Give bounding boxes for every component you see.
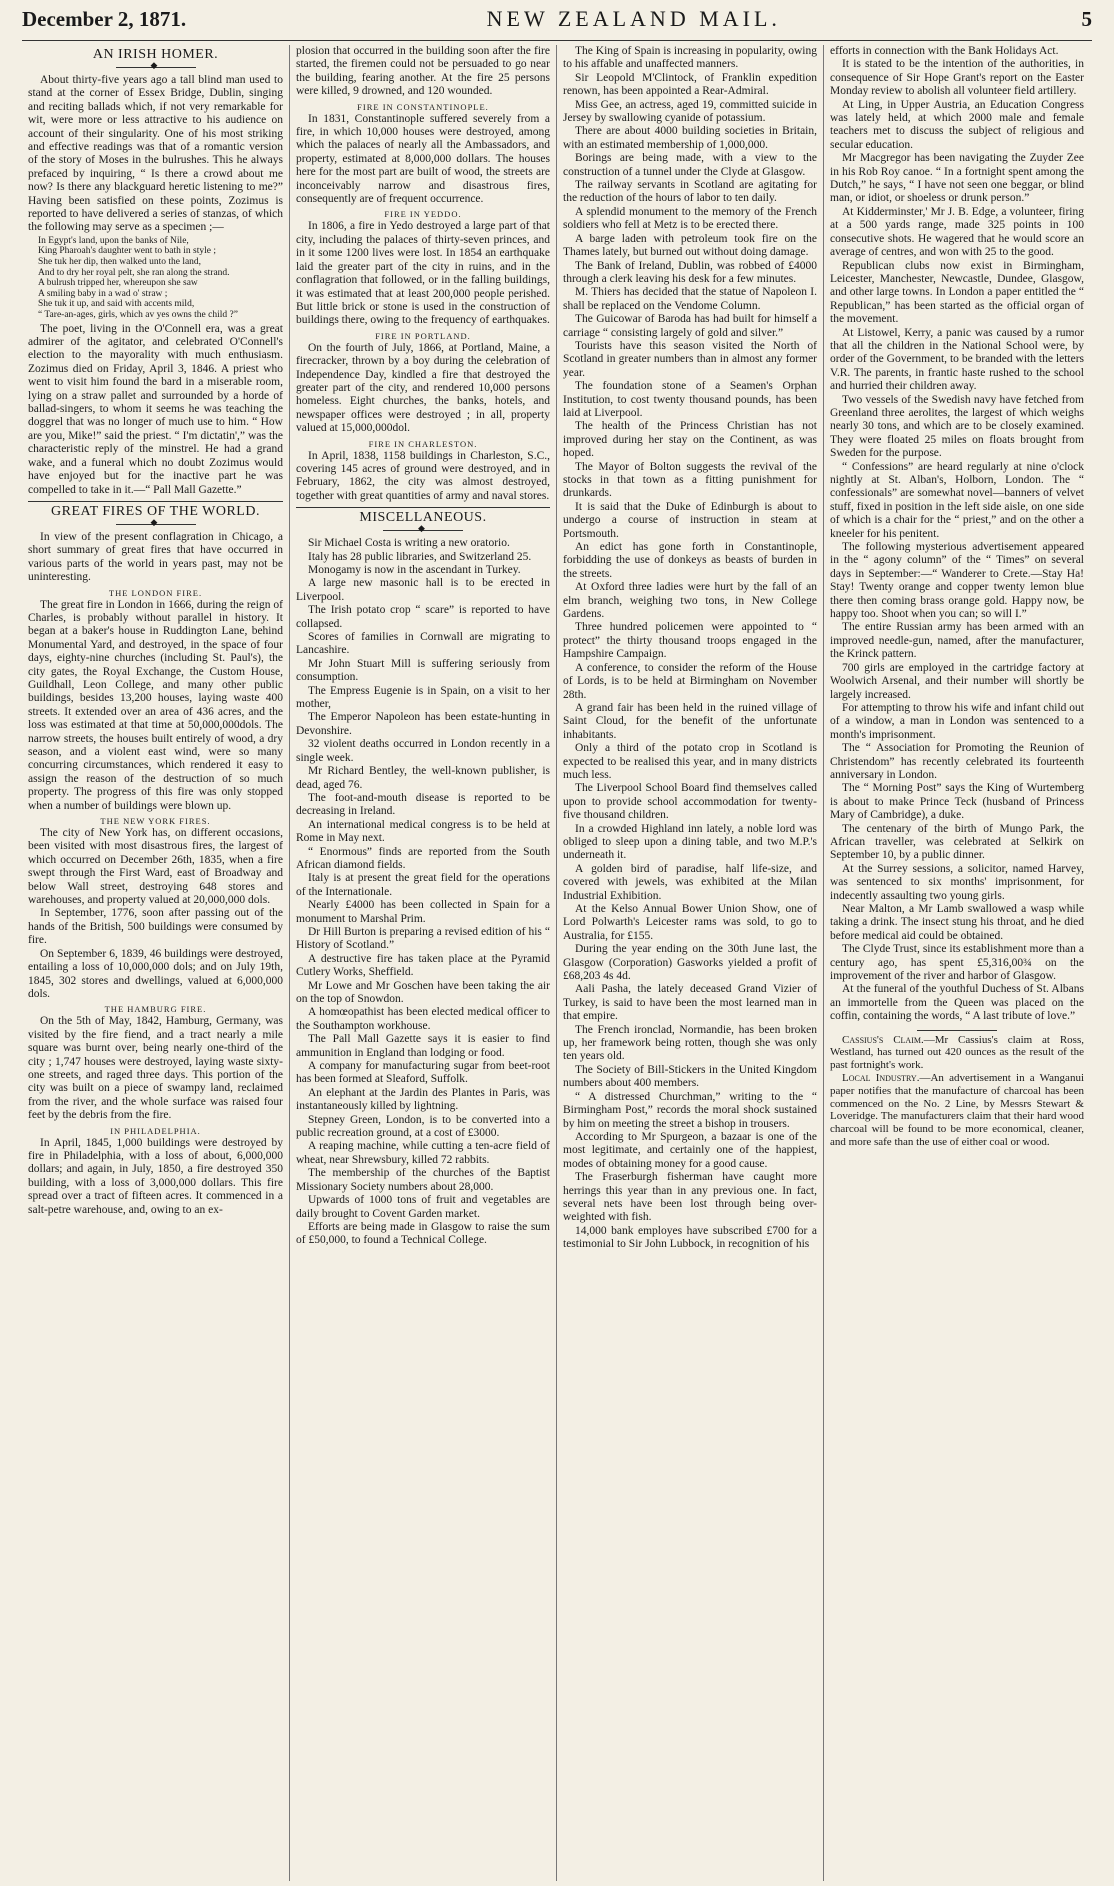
news-item: A barge laden with petroleum took fire on the Thames lately, but burned out without doing damage. (563, 232, 817, 259)
news-item: The Mayor of Bolton suggests the revival of the stocks in that town as a fitting punishment for drunkards. (563, 460, 817, 500)
news-item: A conference, to consider the reform of the House of Lords, is to be held at Birmingham on November 28th. (563, 661, 817, 701)
news-item: At the Surrey sessions, a solicitor, named Harvey, was sentenced to six months' imprisonment, for indecently assaulting two young girls. (830, 862, 1084, 902)
news-item: An edict has gone forth in Constantinople, forbidding the use of donkeys as beasts of burden in the streets. (563, 541, 817, 580)
news-item: Mr Macgregor has been navigating the Zuyder Zee in his Rob Roy canoe. “ In a fortnight spent among the Dutch,” he says, “ I have not seen one beggar, or blind man, or idiot, or shoeless or drunk person.” (830, 152, 1084, 205)
news-item: According to Mr Spurgeon, a bazaar is one of the most legitimate, and certainly one of the happiest, modes of obtaining money for a good cause. (563, 1130, 817, 1170)
news-item: A grand fair has been held in the ruined village of Saint Cloud, for the benefit of the unfortunate inhabitants. (563, 701, 817, 741)
local-news (830, 1034, 1084, 1149)
section-rule (296, 507, 550, 508)
news-item: The Fraserburgh fisherman have caught more herrings this year than in any previous one. In fact, several nets have been lost through being over-weighted with fish. (563, 1171, 817, 1224)
news-item: Republican clubs now exist in Birmingham, Leicester, Manchester, Newcastle, Dundee, Glasgow, and other large towns. In London a paper entitled the “ Republican,” has been started as the official organ of the movement. (830, 259, 1084, 326)
paragraph (830, 1072, 1084, 1149)
paragraph: In April, 1838, 1158 buildings in Charleston, S.C., covering 145 acres of ground were destroyed, and in February, 1862, the city was almost destroyed, together with great quantities of army and naval stores. (296, 449, 550, 502)
news-item: A splendid monument to the memory of the French soldiers who fell at Metz is to be erected there. (563, 205, 817, 232)
paragraph: In view of the present conflagration in Chicago, a short summary of great fires that have occurred in various parts of the world in years past, may not be uninteresting. (28, 530, 283, 584)
paragraph: The poet, living in the O'Connell era, was a great admirer of the agitator, and celebrated O'Connell's election to the mayorality with much enthusiasm. Zozimus died on Friday, April 3, 1846. A priest who went to visit him found the bard in a miserable room, lying on a straw pallet and surrounded by a horde of ballad-singers, to whom it seems he was teaching the doggrel that was no longer of much use to him. “ How are you, Mike!” said the priest. “ I'm dictatin',” was the characteristic reply of the minstrel. He had a grand wake, and a funeral which no doubt Zozimus would have enjoyed but for the inactive part he was compelled to take in it.—“ Pall Mall Gazette.” (28, 322, 283, 496)
news-item: The King of Spain is increasing in popularity, owing to his affable and unaffected manners. (563, 45, 817, 71)
paragraph: On the 5th of May, 1842, Hamburg, Germany, was visited by the fire fiend, and a tract nearly a mile square was burnt over, being nearly one-third of the city ; 1,747 houses were destroyed, laying waste sixty-one streets, and raged three days. This portion of the city was built on a piece of swampy land, reclaimed from the river, and the whole surface was raised four feet by the debris from the fire. (28, 1015, 283, 1122)
news-item: The Guicowar of Baroda has had built for himself a carriage “ consisting largely of gold and silver.” (563, 313, 817, 339)
news-item: Sir Leopold M'Clintock, of Franklin expedition renown, has been appointed a Rear-Admiral. (563, 71, 817, 98)
paragraph (830, 1034, 1084, 1072)
news-item: It is said that the Duke of Edinburgh is about to undergo a course of instruction in steam at Portsmouth. (563, 500, 817, 540)
news-item: The health of the Princess Christian has not improved during her stay on the Continent, as was hoped. (563, 420, 817, 460)
news-item: Near Malton, a Mr Lamb swallowed a wasp while taking a drink. The insect stung his throat, and he died before medical aid could be obtained. (830, 903, 1084, 942)
news-item: Mr Richard Bentley, the well-known publisher, is dead, aged 76. (296, 765, 550, 791)
news-item: Monogamy is now in the ascendant in Turkey. (308, 564, 521, 576)
poem-line: A smiling baby in a wad o' straw ; (38, 288, 168, 299)
news-item: 700 girls are employed in the cartridge factory at Woolwich Arsenal, and their number will shortly be largely increased. (830, 661, 1084, 701)
paragraph: On the fourth of July, 1866, at Portland, Maine, a firecracker, thrown by a boy during the celebration of Independence Day, kindled a fire that destroyed the greater part of the city, and rendered 10,000 persons homeless. Eight churches, the banks, hotels, and newspaper offices were destroyed ; in all, property valued at 15,000,000dol. (296, 341, 550, 435)
columns (22, 45, 1092, 1881)
news-item: The entire Russian army has been armed with an improved needle-gun, named, after the manufacturer, the Krinck pattern. (830, 621, 1084, 661)
news-item: At Listowel, Kerry, a panic was caused by a rumor that all the children in the National School were, by order of the Government, to be branded with the letters V.R. The parents, in frantic haste rushed to the school and hurried their children away. (830, 326, 1084, 393)
news-item: Miss Gee, an actress, aged 19, committed suicide in Jersey by swallowing cyanide of potassium. (563, 98, 817, 125)
news-item: A homœopathist has been elected medical officer to the Southampton workhouse. (296, 1006, 550, 1032)
section-rule (917, 1030, 997, 1031)
news-item: The membership of the churches of the Baptist Missionary Society numbers about 28,000. (296, 1167, 550, 1193)
news-item: A destructive fire has taken place at the Pyramid Cutlery Works, Sheffield. (296, 952, 550, 979)
news-item: The Irish potato crop “ scare” is reported to have collapsed. (296, 604, 550, 630)
poem-line: She tuk her dip, then walked unto the land, (38, 257, 202, 268)
news-item: The Pall Mall Gazette says it is easier to find ammunition in England than lodging or food. (296, 1033, 550, 1059)
news-item: During the year ending on the 30th June last, the Glasgow (Corporation) Gasworks yielded a profit of £68,203 4s 4d. (563, 943, 817, 983)
news-item: efforts in connection with the Bank Holidays Act. (830, 45, 1059, 57)
news-item: 14,000 bank employes have subscribed £700 for a testimonial to Sir John Lubbock, in recognition of his (563, 1224, 817, 1251)
news-item: The French ironclad, Normandie, has been broken up, her framework being rotten, though she was only ten years old. (563, 1023, 817, 1063)
column-4 (823, 45, 1090, 1881)
news-item: The Liverpool School Board find themselves called upon to provide school accommodation for twenty-five thousand children. (563, 782, 817, 822)
poem-line: King Pharoah's daughter went to bath in style ; (38, 246, 216, 257)
news-item: Upwards of 1000 tons of fruit and vegetables are daily brought to Covent Garden market. (296, 1194, 550, 1220)
news-item: The railway servants in Scotland are agitating for the reduction of the hours of labor to ten daily. (563, 179, 817, 205)
subheading: FIRE IN YEDDO. (384, 209, 462, 220)
article-title: AN IRISH HOMER. (92, 47, 219, 62)
paragraph: In 1831, Constantinople suffered severely from a fire, in which 10,000 houses were destroyed, among which the palaces of nearly all the Ambassadors, and property, estimated at 8,000,000 dollars. The houses here for the most part are built of wood, the streets are inconceivably narrow and disastrous fires, consequently are of frequent occurrence. (296, 112, 550, 206)
subheading: IN PHILADELPHIA. (110, 1125, 201, 1136)
subheading: THE HAMBURG FIRE. (104, 1004, 207, 1015)
news-item: The Emperor Napoleon has been estate-hunting in Devonshire. (296, 711, 550, 737)
paragraph-text: —Mr Cassius's claim at Ross, Westland, has turned out 420 ounces as the result of the past fortnight's work. (830, 1033, 1084, 1072)
news-item: The Empress Eugenie is in Spain, on a visit to her mother, (296, 684, 550, 711)
news-item: Stepney Green, London, is to be converted into a public recreation ground, at a cost of £3000. (296, 1113, 550, 1140)
paragraph: In April, 1845, 1,000 buildings were destroyed by fire in Philadelphia, with a loss of about, 6,000,000 dollars; and again, in July, 1850, a fire destroyed 350 building, with a loss of 3,000,000 dollars. This fire spread over a tract of fifteen acres. It commenced in a salt-petre warehouse, and, owing to an ex- (28, 1136, 283, 1216)
subheading: FIRE IN PORTLAND. (375, 330, 471, 341)
news-item: A large new masonic hall is to be erected in Liverpool. (296, 577, 550, 603)
news-item: At the funeral of the youthful Duchess of St. Albans an immortelle from the Queen was placed on the coffin, containing the words, “ A last tribute of love.” (830, 983, 1084, 1023)
news-item: A golden bird of paradise, half life-size, and covered with jewels, was exhibited at the Milan Industrial Exhibition. (563, 862, 817, 902)
paragraph: In September, 1776, soon after passing out of the hands of the British, 500 buildings were consumed by fire. (28, 907, 283, 947)
news-item: The “ Morning Post” says the King of Wurtemberg is about to make Prince Teck (husband of Princess Mary of Cambridge), a duke. (830, 782, 1084, 822)
news-item: The foundation stone of a Seamen's Orphan Institution, to cost twenty thousand pounds, has been laid at Liverpool. (563, 380, 817, 419)
paragraph: In 1806, a fire in Yedo destroyed a large part of that city, including the palaces of thirty-seven princes, and in it some 1200 lives were lost. In 1854 an earthquake laid the greater part of the city in ruins, and in the conflagration that followed, or in the falling buildings, it was estimated that at least 200,000 people perished. But little brick or stone is used in the construction of buildings there, owing to the frequency of earthquakes. (296, 220, 550, 327)
news-item: Aali Pasha, the lately deceased Grand Vizier of Turkey, is said to have been the most learned man in that empire. (563, 983, 817, 1023)
news-item: M. Thiers has decided that the statue of Napoleon I. shall be replaced on the Vendome Column. (563, 286, 817, 312)
news-item: The Bank of Ireland, Dublin, was robbed of £4000 through a clerk leaving his desk for a few minutes. (563, 259, 817, 285)
poem-line: She tuk it up, and said with accents mild, (38, 299, 195, 310)
poem-line: In Egypt's land, upon the banks of Nile, (38, 235, 189, 246)
news-item: In a crowded Highland inn lately, a noble lord was obliged to sleep upon a dining table, and two M.P.'s underneath it. (563, 822, 817, 862)
ornament-divider (383, 526, 463, 535)
news-item: It is stated to be the intention of the authorities, in consequence of Sir Hope Grant's report on the Easter Monday review to abolish all volunteer field artillery. (830, 58, 1084, 98)
page-number: 5 (1081, 7, 1092, 31)
subheading: THE LONDON FIRE. (108, 587, 203, 598)
masthead (22, 6, 1092, 41)
news-item: “ Confessions” are heard regularly at nine o'clock nightly at St. Alban's, Holborn, London. The “ confessionals” are somewhat novel—banners of velvet stuff, fixed in position in the left side aisle, on one side of which is a chair for the “ priest,” and on the other a kneeler for his penitent. (830, 460, 1084, 540)
news-item: The following mysterious advertisement appeared in the “ agony column” of the “ Times” on several days in September:—“ Wanderer to Crete.—Stay Ha! Stay! Twenty orange and copper twenty lemon blue there then coming brass orange gold. Happy now, be happy too. Shoot when you can; so will I.” (830, 541, 1084, 621)
paragraph: The city of New York has, on different occasions, been visited with most disastrous fires, the largest of which occurred on December 26th, 1835, when a fire swept through the First Ward, east of Broadway and below Wall street, destroying 648 stores and warehouses, and property valued at 20,000,000 dols. (28, 827, 283, 907)
news-item: At the Kelso Annual Bower Union Show, one of Lord Polwarth's Leicester rams was sold, to go to Australia, for £155. (563, 903, 817, 942)
news-item: At Oxford three ladies were hurt by the fall of an elm branch, weighing two tons, in New College Gardens. (563, 581, 817, 621)
news-item: Efforts are being made in Glasgow to raise the sum of £50,000, to found a Technical College. (296, 1220, 550, 1247)
ornament-divider (116, 63, 196, 72)
news-item: Three hundred policemen were appointed to “ protect” the thirty thousand troops engaged in the Hampshire Campaign. (563, 621, 817, 661)
news-item: Borings are being made, with a view to the construction of a tunnel under the Clyde at Glasgow. (563, 152, 817, 178)
news-item: Two vessels of the Swedish navy have fetched from Greenland three aerolites, the largest of which weighs nearly 30 tons, and which are to be closely examined. They were floated 25 miles on floats brought from Sweden for the purpose. (830, 393, 1084, 460)
news-item: Scores of families in Cornwall are migrating to Lancashire. (296, 631, 550, 657)
news-item: A reaping machine, while cutting a ten-acre field of wheat, near Shrewsbury, killed 72 rabbits. (296, 1140, 550, 1166)
news-item: Dr Hill Burton is preparing a revised edition of his “ History of Scotland.” (296, 925, 550, 952)
run-in-heading: Cassius's Claim. (842, 1033, 924, 1046)
paragraph: plosion that occurred in the building soon after the fire started, the firemen could not be persuaded to go near the building, fearing another. At the fire 25 persons were killed, 9 drowned, and 120 wounded. (296, 45, 550, 98)
paragraph: The great fire in London in 1666, during the reign of Charles, is probably without parallel in history. It began at a baker's house in Ruddington Lane, behind Monumental Yard, and destroyed, in the space of four days, eighty-nine churches (including St. Paul's), the city gates, the Royal Exchange, the Custom House, Guildhall, Leon College, and many other public buildings, besides 13,200 houses, laying waste 400 streets. It extended over an area of 436 acres, and the loss was estimated at that time at 50,000,000dols. The narrow streets, the houses built entirely of wood, a dry season, and a violent east wind, were so many concurring circumstances, which rendered it easy to assign the reason of the destruction of so much property. The progress of this fire was only stopped when a number of buildings were blown up. (28, 598, 283, 812)
news-item: The Clyde Trust, since its establishment more than a century ago, has spent £5,316,00¾ on the improvement of the river and harbor of Glasgow. (830, 943, 1084, 983)
subheading: THE NEW YORK FIRES. (100, 816, 211, 827)
news-item: Italy is at present the great field for the operations of the Internationale. (296, 872, 550, 898)
news-item: Nearly £4000 has been collected in Spain for a monument to Marshal Prim. (296, 899, 550, 925)
misc-list (563, 45, 817, 1252)
paragraph-text: —An advertisement in a Wanganui paper notifies that the manufacture of charcoal has been commenced on the No. 2 Line, by Messrs Stewart & Loveridge. The manufacturers claim that their hard wood charcoal will be found to be more economical, cleaner, and more safe than the use of either coal or wood. (830, 1072, 1084, 1149)
misc-list (296, 537, 550, 1248)
poem-line: A bulrush tripped her, whereupon she saw (38, 278, 198, 289)
news-item: Tourists have this season visited the North of Scotland in greater numbers than in almost any former year. (563, 339, 817, 379)
news-item: The foot-and-mouth disease is reported to be decreasing in Ireland. (296, 791, 550, 818)
issue-date: December 2, 1871. (22, 7, 187, 31)
news-item: Sir Michael Costa is writing a new oratorio. (308, 537, 510, 550)
news-item: At Kidderminster,' Mr J. B. Edge, a volunteer, firing at a 500 yards range, made 325 points in 100 consecutive shots. He wagered that he would score an average of centres, and won with 25 to the good. (830, 205, 1084, 259)
news-item: “ A distressed Churchman,” writing to the “ Birmingham Post,” records the moral shock sustained by him on meeting the street a bishop in trousers. (563, 1090, 817, 1130)
poem (38, 236, 283, 321)
column-3 (556, 45, 823, 1881)
news-item: There are about 4000 building societies in Britain, with an estimated membership of 1,000,000. (563, 125, 817, 151)
news-item: Mr Lowe and Mr Goschen have been taking the air on the top of Snowdon. (296, 979, 550, 1005)
news-item: Mr John Stuart Mill is suffering seriously from consumption. (296, 657, 550, 684)
news-item: A company for manufacturing sugar from beet-root has been formed at Sleaford, Suffolk. (296, 1060, 550, 1086)
article-title: GREAT FIRES OF THE WORLD. (51, 503, 260, 519)
poem-line: “ Tare-an-ages, girls, which av yes owns the child ?” (38, 310, 238, 321)
misc-list (830, 45, 1084, 1024)
news-item: For attempting to throw his wife and infant child out of a window, a man in London was sentenced to a month's imprisonment. (830, 701, 1084, 741)
subheading: FIRE IN CHARLESTON. (368, 438, 478, 449)
news-item: An elephant at the Jardin des Plantes in Paris, was instantaneously killed by lightning. (296, 1086, 550, 1113)
column-1 (22, 45, 289, 1881)
column-2 (289, 45, 556, 1881)
news-item: “ Enormous” finds are reported from the South African diamond fields. (296, 845, 550, 871)
paragraph: About thirty-five years ago a tall blind man used to stand at the corner of Essex Bridge, Dublin, singing and reciting ballads which, if not very remarkable for wit, were more or less attractive to his audience on account of their singularity. One of his most striking and effective readings was that of a romantic version of the story of Moses in the bulrushes. This he always prefaced by inquiring, “ Is there a crowd about me now? Is there any blackguard heretic listening to me?” Having been satisfied on these points, Zozimus is reported to have delivered a series of stanzas, of which the following may serve as a specimen ;— (28, 74, 283, 234)
ornament-divider (116, 520, 196, 529)
news-item: An international medical congress is to be held at Rome in May next. (296, 818, 550, 845)
news-item: 32 violent deaths occurred in London recently in a single week. (296, 738, 550, 764)
news-item: At Ling, in Upper Austria, an Education Congress was lately held, at which 2000 male and female teachers met to discuss the subject of religious and secular education. (830, 98, 1084, 151)
news-item: Italy has 28 public libraries, and Switzerland 25. (308, 550, 532, 563)
newspaper-title: NEW ZEALAND MAIL. (486, 6, 781, 31)
section-rule (28, 501, 283, 502)
news-item: The centenary of the birth of Mungo Park, the African traveller, was celebrated at Selkirk on September 10, by a public dinner. (830, 822, 1084, 862)
news-item: Only a third of the potato crop in Scotland is expected to be realised this year, and in many districts much less. (563, 742, 817, 781)
poem-line: And to dry her royal pelt, she ran along the strand. (38, 267, 230, 278)
subheading: FIRE IN CONSTANTINOPLE. (357, 101, 489, 112)
paragraph: On September 6, 1839, 46 buildings were destroyed, entailing a loss of 10,000,000 dols; and on July 19th, 1845, 302 stores and dwellings, valued at 6,000,000 dols. (28, 947, 283, 1000)
article-title: MISCELLANEOUS. (359, 510, 487, 526)
news-item: The Society of Bill-Stickers in the United Kingdom numbers about 400 members. (563, 1063, 817, 1090)
run-in-heading: Local Industry. (842, 1072, 920, 1085)
news-item: The “ Association for Promoting the Reunion of Christendom” has recently celebrated its fourteenth anniversary in London. (830, 742, 1084, 781)
